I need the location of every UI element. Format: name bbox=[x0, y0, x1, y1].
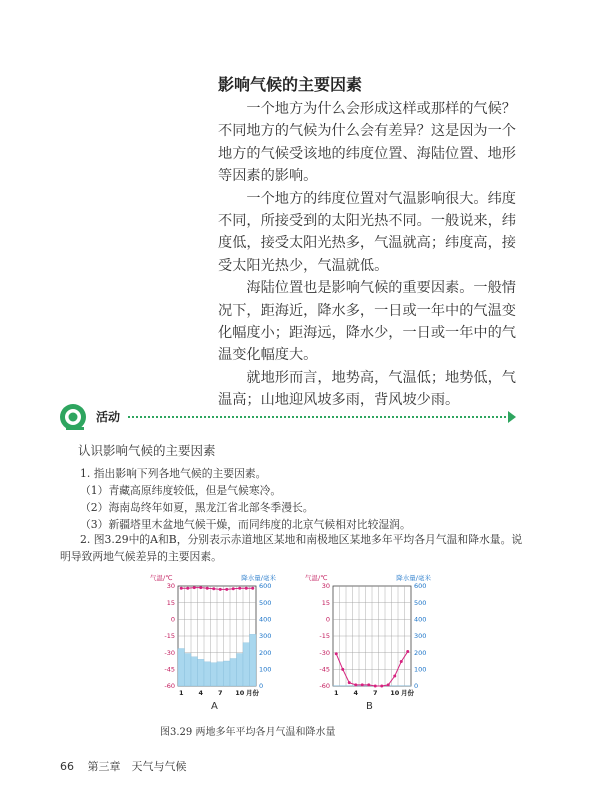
temp-tick-label: -15 bbox=[319, 632, 330, 641]
temperature-point bbox=[212, 587, 215, 590]
precip-bar bbox=[243, 643, 250, 686]
paragraph: 海陆位置也是影响气候的重要因素。一般情况下，距海近，降水多，一日或一年中的气温变化幅度小；距海远，降水少，一日或一年中的气温变化幅度大。 bbox=[218, 280, 516, 364]
precip-bar bbox=[211, 663, 218, 686]
chart-label-a: A bbox=[211, 701, 218, 712]
task-1-item: （1）青藏高原纬度较低，但是气候寒冷。 bbox=[80, 484, 282, 497]
page-number: 66 bbox=[60, 760, 74, 773]
temperature-point bbox=[232, 587, 235, 590]
temperature-point bbox=[206, 587, 209, 590]
temperature-point bbox=[193, 586, 196, 589]
left-axis-title: 气温/℃ bbox=[305, 574, 328, 582]
temperature-point bbox=[341, 668, 344, 671]
precip-bar bbox=[178, 649, 185, 687]
task-2: 2. 图3.29中的A和B，分别表示赤道地区某地和南极地区某地多年平均各月气温和降水量。说明导致两地气候差异的主要因素。 bbox=[60, 533, 523, 563]
activity-label: 活动 bbox=[96, 410, 121, 424]
temp-tick-label: -30 bbox=[319, 648, 330, 657]
temp-tick-label: -45 bbox=[164, 665, 175, 674]
precip-tick-label: 500 bbox=[259, 598, 272, 607]
precip-tick-label: 200 bbox=[414, 648, 427, 657]
temperature-point bbox=[186, 587, 189, 590]
paragraph: 就地形而言，地势高，气温低；地势低，气温高；山地迎风坡多雨，背风坡少雨。 bbox=[218, 369, 516, 409]
temperature-point bbox=[361, 683, 364, 686]
temp-tick-label: -60 bbox=[164, 682, 175, 691]
temp-tick-label: 0 bbox=[325, 615, 330, 624]
temp-tick-label: 15 bbox=[321, 598, 330, 607]
month-tick-label: 7 bbox=[372, 689, 378, 697]
temperature-point bbox=[393, 675, 396, 678]
right-axis-title: 降水量/毫米 bbox=[396, 574, 431, 582]
x-axis-title: 月份 bbox=[246, 689, 259, 697]
month-tick-label: 10 bbox=[235, 689, 245, 697]
right-axis-title: 降水量/毫米 bbox=[241, 574, 276, 582]
precip-tick-label: 0 bbox=[259, 682, 264, 691]
paragraph: 一个地方的纬度位置对气温影响很大。纬度不同，所接受到的太阳光热不同。一般说来，纬度低，接受太阳光热多，气温就高；纬度高，接受太阳光热少，气温就低。 bbox=[218, 190, 516, 274]
temperature-point bbox=[335, 652, 338, 655]
temperature-point bbox=[400, 660, 403, 663]
temperature-point bbox=[251, 587, 254, 590]
precip-bar bbox=[185, 654, 192, 687]
temperature-point bbox=[225, 588, 228, 591]
precip-tick-label: 600 bbox=[259, 582, 272, 591]
chart-label-b: B bbox=[366, 701, 373, 712]
temperature-point bbox=[238, 587, 241, 590]
precip-tick-label: 200 bbox=[259, 648, 272, 657]
temperature-point bbox=[406, 650, 409, 653]
month-tick-label: 1 bbox=[178, 689, 184, 697]
precip-bar bbox=[230, 659, 237, 687]
month-tick-label: 1 bbox=[333, 689, 339, 697]
precip-tick-label: 400 bbox=[259, 615, 272, 624]
temp-tick-label: -30 bbox=[164, 648, 175, 657]
activity-divider bbox=[128, 416, 510, 418]
precip-tick-label: 100 bbox=[259, 665, 272, 674]
paragraph: 一个地方为什么会形成这样或那样的气候？不同地方的气候为什么会有差异？这是因为一个地方的气候受该地的纬度位置、海陆位置、地形等因素的影响。 bbox=[218, 101, 516, 185]
precip-tick-label: 100 bbox=[414, 665, 427, 674]
temperature-point bbox=[348, 681, 351, 684]
chapter-title: 第三章 天气与气候 bbox=[87, 760, 187, 773]
task-1: 1. 指出影响下列各地气候的主要因素。 bbox=[80, 467, 267, 480]
temp-tick-label: -60 bbox=[319, 682, 330, 691]
temp-tick-label: 15 bbox=[166, 598, 175, 607]
month-tick-label: 7 bbox=[217, 689, 223, 697]
precip-tick-label: 400 bbox=[414, 615, 427, 624]
temp-tick-label: 0 bbox=[170, 615, 175, 624]
x-axis-title: 月份 bbox=[401, 689, 414, 697]
temperature-point bbox=[199, 586, 202, 589]
precip-bar bbox=[198, 659, 205, 686]
temperature-point bbox=[367, 683, 370, 686]
precip-tick-label: 500 bbox=[414, 598, 427, 607]
precip-bar bbox=[250, 634, 257, 686]
precip-bar bbox=[191, 657, 198, 686]
activity-icon bbox=[58, 402, 90, 432]
precip-tick-label: 300 bbox=[259, 632, 272, 641]
month-tick-label: 10 bbox=[390, 689, 400, 697]
temperature-point bbox=[219, 588, 222, 591]
temperature-point bbox=[245, 587, 248, 590]
precip-bar bbox=[224, 661, 231, 686]
page-footer bbox=[60, 758, 187, 774]
temperature-point bbox=[374, 685, 377, 688]
temperature-point bbox=[180, 587, 183, 590]
temperature-point bbox=[354, 683, 357, 686]
precip-tick-label: 600 bbox=[414, 582, 427, 591]
temp-tick-label: -45 bbox=[319, 665, 330, 674]
climate-chart-a bbox=[148, 571, 278, 701]
climate-chart-b bbox=[303, 571, 433, 701]
temperature-point bbox=[387, 683, 390, 686]
activity-title: 认识影响气候的主要因素 bbox=[78, 443, 216, 458]
precip-bar bbox=[204, 662, 211, 686]
precip-bar bbox=[217, 662, 224, 686]
temp-tick-label: -15 bbox=[164, 632, 175, 641]
month-tick-label: 4 bbox=[353, 689, 359, 697]
temp-tick-label: 30 bbox=[166, 582, 175, 591]
temperature-point bbox=[380, 685, 383, 688]
left-axis-title: 气温/℃ bbox=[150, 574, 173, 582]
task-1-item: （3）新疆塔里木盆地气候干燥，而同纬度的北京气候相对比较湿润。 bbox=[80, 518, 411, 531]
month-tick-label: 4 bbox=[198, 689, 204, 697]
precip-tick-label: 0 bbox=[414, 682, 419, 691]
body-text bbox=[218, 98, 518, 412]
task-1-item: （2）海南岛终年如夏，黑龙江省北部冬季漫长。 bbox=[80, 501, 314, 514]
precip-tick-label: 300 bbox=[414, 632, 427, 641]
temp-tick-label: 30 bbox=[321, 582, 330, 591]
precip-bar bbox=[237, 654, 244, 687]
activity-bar bbox=[58, 402, 520, 432]
arrow-right-icon bbox=[508, 411, 516, 423]
figure-caption: 图3.29 两地多年平均各月气温和降水量 bbox=[160, 727, 336, 738]
section-heading: 影响气候的主要因素 bbox=[218, 75, 363, 94]
